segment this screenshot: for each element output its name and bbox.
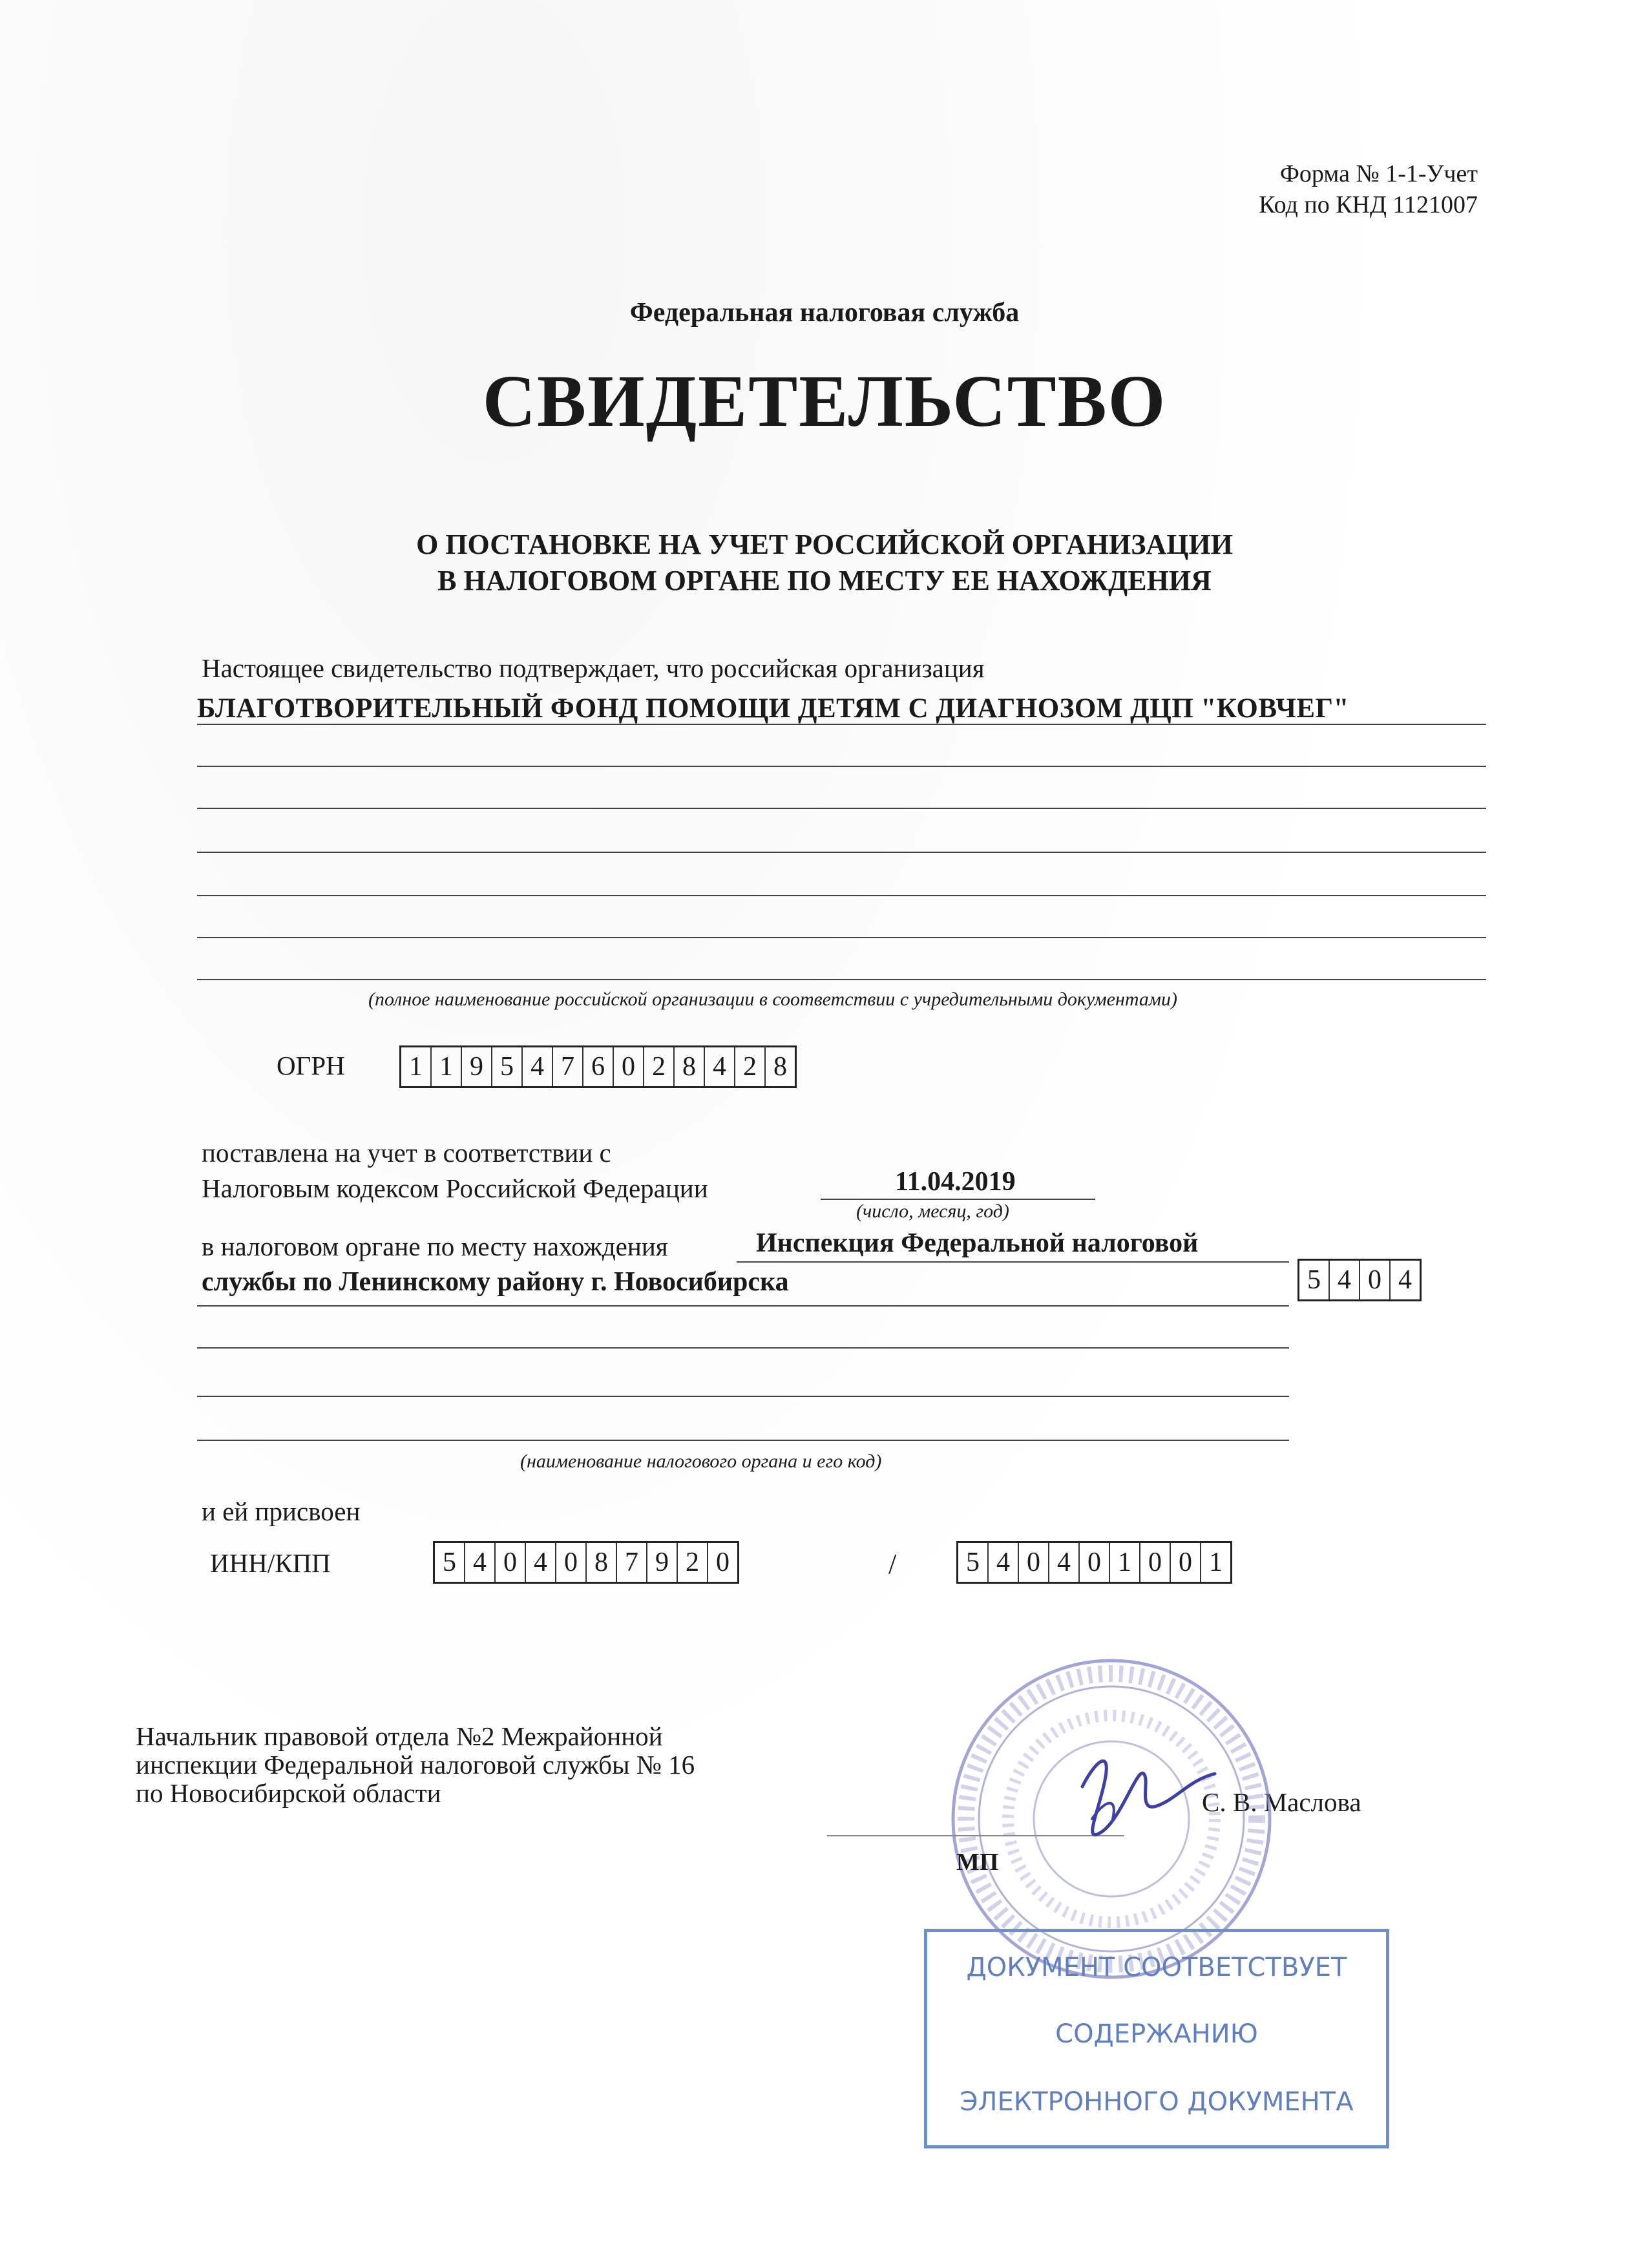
inn-digit: 7 — [617, 1543, 647, 1582]
tax-code-digit: 5 — [1299, 1261, 1330, 1299]
assignment-lead: и ей присвоен — [202, 1496, 361, 1526]
kpp-digit: 1 — [1110, 1543, 1140, 1582]
ogrn-digit: 8 — [675, 1047, 705, 1086]
ogrn-digit: 2 — [735, 1047, 766, 1086]
kpp-digit: 0 — [1140, 1543, 1171, 1582]
organization-caption: (полное наименование российской организации в соответствии с учредительными документами) — [368, 989, 1178, 1010]
ogrn-digit: 1 — [432, 1047, 462, 1086]
organization-name: БЛАГОТВОРИТЕЛЬНЫЙ ФОНД ПОМОЩИ ДЕТЯМ С ДИАГНОЗОМ ДЦП "КОВЧЕГ" — [197, 693, 1349, 724]
ogrn-digit: 7 — [553, 1047, 583, 1086]
registration-date-underline — [821, 1199, 1095, 1200]
inn-digit: 0 — [556, 1543, 587, 1582]
kpp-digit: 4 — [989, 1543, 1019, 1582]
document-title: СВИДЕТЕЛЬСТВО — [482, 360, 1167, 442]
tax-authority-underline-1 — [737, 1261, 1289, 1263]
intro-text: Настоящее свидетельство подтверждает, что российская организация — [202, 653, 985, 683]
inn-digit: 9 — [647, 1543, 678, 1582]
kpp-digit: 0 — [1019, 1543, 1049, 1582]
kpp-digit-boxes — [956, 1541, 1232, 1584]
org-name-underline-3 — [197, 808, 1486, 809]
kpp-digit: 0 — [1171, 1543, 1201, 1582]
tax-authority-name-line-1: Инспекция Федеральной налоговой — [756, 1228, 1199, 1258]
handwritten-signature — [1082, 1761, 1215, 1834]
form-number: Форма № 1-1-Учет — [1279, 160, 1478, 187]
kpp-digit: 1 — [1209, 1548, 1223, 1577]
tax-code-digit: 4 — [1398, 1265, 1412, 1295]
subtitle-line-2: В НАЛОГОВОМ ОРГАНЕ ПО МЕСТУ ЕЕ НАХОЖДЕНИЯ — [437, 565, 1212, 596]
seal-place-mark: МП — [956, 1849, 999, 1876]
issuing-authority: Федеральная налоговая служба — [629, 298, 1020, 328]
ogrn-digit: 0 — [614, 1047, 644, 1086]
form-reference — [1259, 158, 1478, 220]
registration-date-caption: (число, месяц, год) — [856, 1201, 1009, 1222]
subtitle-line-1: О ПОСТАНОВКЕ НА УЧЕТ РОССИЙСКОЙ ОРГАНИЗАЦИИ — [416, 529, 1233, 560]
tax-authority-caption: (наименование налогового органа и его код) — [520, 1451, 882, 1472]
tax-authority-lead: в налоговом органе по месту нахождения — [202, 1232, 668, 1261]
tax-authority-underline-2 — [197, 1305, 1289, 1307]
org-name-underline-7 — [197, 979, 1486, 980]
org-name-underline-6 — [197, 937, 1486, 938]
org-name-underline-4 — [197, 852, 1486, 853]
registration-line-1: поставлена на учет в соответствии с — [202, 1138, 611, 1168]
org-name-underline-5 — [197, 895, 1486, 896]
ogrn-digit-boxes — [399, 1045, 797, 1088]
tax-authority-name-line-2: службы по Ленинскому району г. Новосибирска — [202, 1267, 789, 1297]
ogrn-digit: 9 — [462, 1047, 492, 1086]
org-name-underline-1 — [197, 724, 1486, 725]
tax-authority-underline-5 — [197, 1440, 1289, 1441]
conformity-stamp — [924, 1929, 1389, 2148]
ogrn-digit: 4 — [523, 1047, 553, 1086]
inn-digit: 4 — [465, 1543, 496, 1582]
tax-authority-code-boxes — [1297, 1259, 1422, 1301]
inn-kpp-separator: / — [888, 1548, 897, 1580]
inn-kpp-label: ИНН/КПП — [210, 1548, 331, 1578]
inn-digit: 5 — [435, 1543, 465, 1582]
signer-position-line-2: инспекции Федеральной налоговой службы № 16 — [136, 1750, 695, 1780]
signer-name: С. В. Маслова — [1202, 1787, 1361, 1817]
registration-date: 11.04.2019 — [895, 1167, 1016, 1197]
stamp-line-3: ЭЛЕКТРОННОГО ДОКУМЕНТА — [960, 2087, 1354, 2117]
ogrn-digit: 4 — [705, 1047, 735, 1086]
ogrn-digit: 2 — [644, 1047, 675, 1086]
signer-position-line-3: по Новосибирской области — [136, 1778, 441, 1808]
tax-authority-underline-3 — [197, 1347, 1289, 1349]
inn-digit: 8 — [587, 1543, 617, 1582]
tax-code-digit: 0 — [1360, 1261, 1391, 1299]
ogrn-digit: 5 — [492, 1047, 523, 1086]
document-subtitle — [0, 527, 1649, 599]
kpp-digit: 4 — [1049, 1543, 1080, 1582]
kpp-digit: 5 — [958, 1543, 989, 1582]
ogrn-digit: 6 — [583, 1047, 614, 1086]
inn-digit: 0 — [496, 1543, 526, 1582]
ogrn-digit: 8 — [773, 1052, 787, 1082]
signer-position-line-1: Начальник правовой отдела №2 Межрайонной — [136, 1721, 663, 1751]
inn-digit: 4 — [526, 1543, 556, 1582]
tax-code-digit: 4 — [1330, 1261, 1360, 1299]
stamp-line-2: СОДЕРЖАНИЮ — [1055, 2019, 1258, 2049]
inn-digit: 0 — [716, 1548, 730, 1577]
inn-digit-boxes — [433, 1541, 739, 1584]
ogrn-label: ОГРН — [277, 1051, 345, 1080]
tax-authority-underline-4 — [197, 1396, 1289, 1397]
form-knd-code: Код по КНД 1121007 — [1259, 191, 1478, 218]
stamp-line-1: ДОКУМЕНТ СООТВЕТСТВУЕТ — [966, 1953, 1347, 1982]
ogrn-digit: 1 — [401, 1047, 432, 1086]
org-name-underline-2 — [197, 766, 1486, 767]
registration-line-2: Налоговым кодексом Российской Федерации — [202, 1173, 708, 1203]
inn-digit: 2 — [678, 1543, 708, 1582]
signer-position — [136, 1722, 695, 1807]
kpp-digit: 0 — [1080, 1543, 1110, 1582]
